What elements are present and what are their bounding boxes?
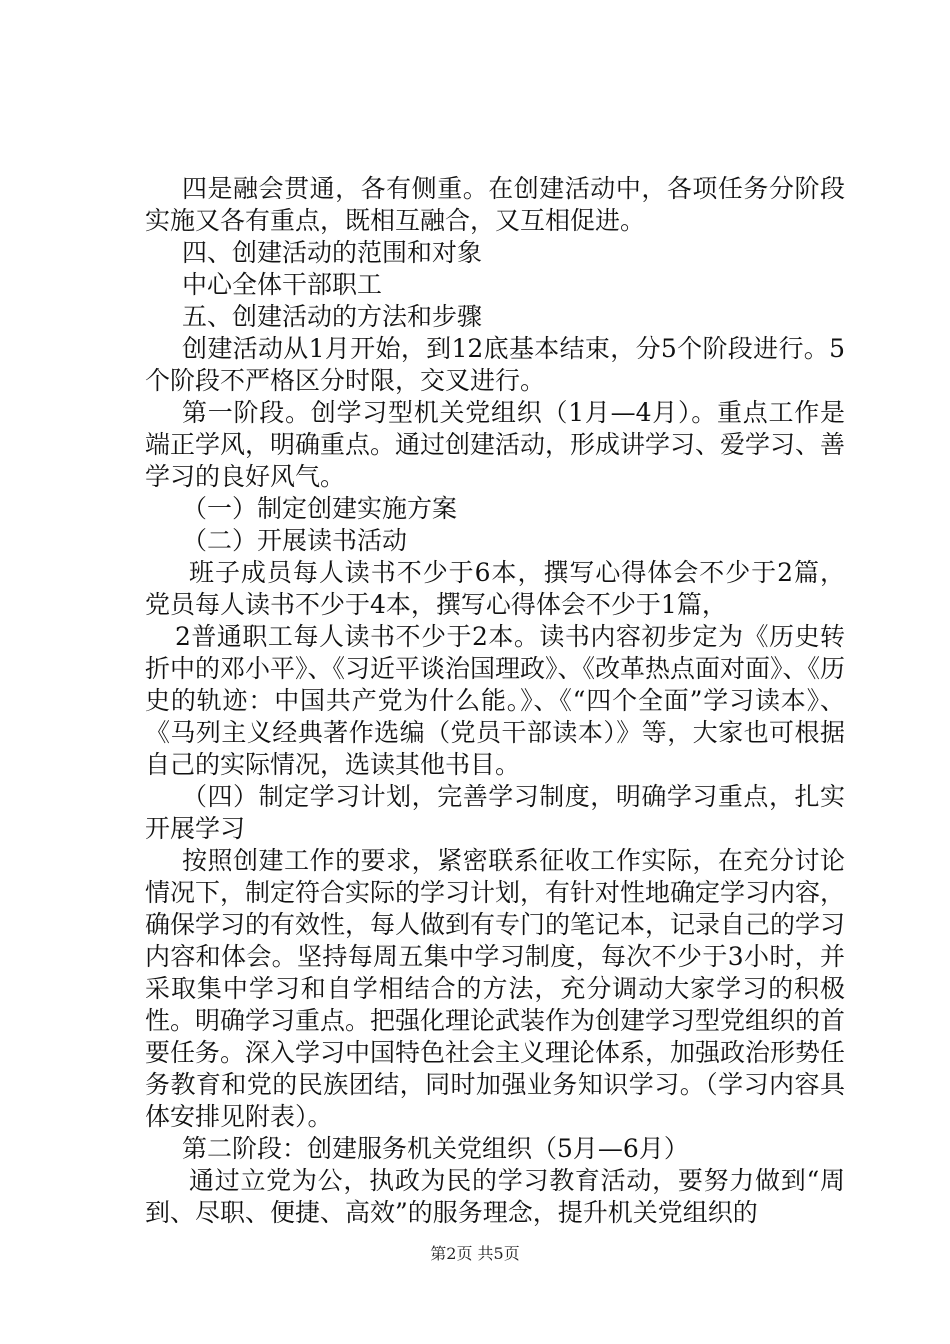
- paragraph-service: 通过立党为公，执政为民的学习教育活动，要努力做到“周到、尽职、便捷、高效”的服务理念，提升机关党组织的: [145, 1166, 845, 1227]
- subheading-plan: （一）制定创建实施方案: [182, 494, 458, 523]
- heading-scope: 四、创建活动的范围和对象: [182, 238, 483, 267]
- page-footer: 第2页 共5页: [430, 1244, 520, 1263]
- paragraph-reading-list: 2普通职工每人读书不少于2本。读书内容初步定为《历史转折中的邓小平》、《习近平谈治国理政》、《改革热点面对面》、《历史的轨迹：中国共产党为什么能。》、《“四个全面”学习读本》、《马列主义经典著作选编（党员干部读本）》等，大家也可根据自己的实际情况，选读其他书目。: [145, 622, 846, 779]
- paragraph-scope-target: 中心全体干部职工: [182, 270, 383, 299]
- heading-methods: 五、创建活动的方法和步骤: [182, 302, 483, 331]
- paragraph-study-details: 按照创建工作的要求，紧密联系征收工作实际，在充分讨论情况下，制定符合实际的学习计划，有针对性地确定学习内容，确保学习的有效性，每人做到有专门的笔记本，记录自己的学习内容和体会。坚持每周五集中学习制度，每次不少于3小时，并采取集中学习和自学相结合的方法，充分调动大家学习的积极性。明确学习重点。把强化理论武装作为创建学习型党组织的首要任务。深入学习中国特色社会主义理论体系，加强政治形势任务教育和党的民族团结，同时加强业务知识学习。（学习内容具体安排见附表）。: [145, 846, 846, 1131]
- subheading-reading: （二）开展读书活动: [182, 526, 408, 555]
- document-body: [145, 173, 845, 1229]
- paragraph-reading-quota: 班子成员每人读书不少于6本，撰写心得体会不少于2篇，党员每人读书不少于4本，撰写心得体会不少于1篇，: [145, 558, 845, 619]
- subheading-study-plan: （四）制定学习计划，完善学习制度，明确学习重点，扎实开展学习: [145, 782, 845, 843]
- paragraph-stage-one: 第一阶段。创学习型机关党组织（1月—4月）。重点工作是端正学风，明确重点。通过创建活动，形成讲学习、爱学习、善学习的良好风气。: [145, 398, 846, 491]
- paragraph-stage-two: 第二阶段：创建服务机关党组织（5月—6月）: [182, 1134, 689, 1163]
- paragraph-integration: 四是融会贯通，各有侧重。在创建活动中，各项任务分阶段实施又各有重点，既相互融合，又互相促进。: [145, 174, 845, 235]
- paragraph-schedule: 创建活动从1月开始，到12底基本结束，分5个阶段进行。5个阶段不严格区分时限，交叉进行。: [145, 334, 845, 395]
